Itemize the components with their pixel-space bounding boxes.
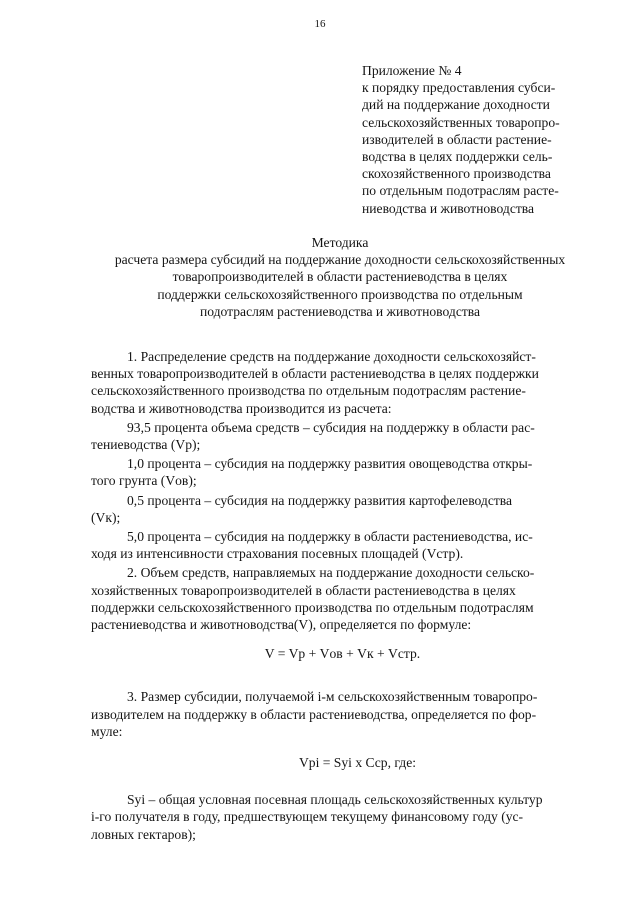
text-line: ходя из интенсивности страхования посевных площадей (Vстр).	[91, 546, 464, 562]
text-line: муле:	[91, 723, 123, 739]
text-line: Syi – общая условная посевная площадь сельскохозяйственных культур	[127, 792, 543, 808]
text-line: сельскохозяйственного производства по отдельным подотраслям растение-	[91, 383, 526, 399]
text-line: (Vк);	[91, 509, 121, 525]
paragraph-1	[91, 348, 594, 417]
paragraph-5	[91, 528, 594, 562]
appendix-line: по отдельным подотраслям расте-	[362, 183, 559, 199]
text-line: 1. Распределение средств на поддержание доходности сельскохозяйст-	[127, 349, 536, 364]
appendix-line: к порядку предоставления субси-	[362, 80, 556, 96]
text-line: ловных гектаров);	[91, 826, 196, 842]
text-line: 1,0 процента – субсидия на поддержку развития овощеводства откры-	[127, 456, 533, 472]
text-line: 2. Объем средств, направляемых на поддержание доходности сельско-	[127, 565, 535, 581]
document-title	[60, 234, 620, 320]
paragraph-2	[91, 419, 594, 453]
appendix-line: ниеводства и животноводства	[362, 200, 535, 216]
text-line: 0,5 процента – субсидия на поддержку развития картофелеводства	[127, 492, 513, 508]
appendix-line: дий на поддержание доходности	[362, 97, 550, 113]
text-line: i-го получателя в году, предшествующем текущему финансовому году (ус-	[91, 809, 524, 825]
paragraph-3	[91, 455, 594, 489]
text-line: венных товаропроизводителей в области растениеводства в целях поддержки	[91, 366, 539, 382]
text-line: растениеводства и животноводства(V), определяется по формуле:	[91, 617, 472, 633]
text-line: хозяйственных товаропроизводителей в области растениеводства в целях	[91, 582, 516, 598]
appendix-line: изводителей в области растение-	[362, 131, 552, 147]
text-line: 93,5 процента объема средств – субсидия на поддержку в области рас-	[127, 419, 535, 435]
title-line: поддержки сельскохозяйственного производства по отдельным	[157, 286, 523, 302]
title-line: расчета размера субсидий на поддержание доходности сельскохозяйственных	[114, 252, 566, 268]
paragraph-6	[91, 564, 594, 633]
title-line: подотраслям растениеводства и животноводства	[199, 303, 481, 319]
appendix-title: Приложение № 4	[362, 63, 462, 78]
text-line: 3. Размер субсидии, получаемой i-м сельскохозяйственным товаропро-	[127, 689, 538, 705]
document-body	[91, 348, 594, 843]
formula-subsidy-size: Vрi = Syi х Сср, где:	[298, 755, 417, 771]
paragraph-8	[91, 791, 594, 843]
title-heading: Методика	[311, 235, 369, 250]
paragraph-7	[91, 688, 594, 740]
text-line: 5,0 процента – субсидия на поддержку в области растениеводства, ис-	[127, 529, 533, 545]
text-line: поддержки сельскохозяйственного производства по отдельным подотраслям	[91, 599, 534, 615]
paragraph-4	[91, 492, 594, 526]
text-line: того грунта (Vов);	[91, 473, 197, 489]
text-line: изводителем на поддержку в области растениеводства, определяется по фор-	[91, 706, 537, 722]
text-line: тениеводства (Vр);	[91, 437, 201, 453]
appendix-line: водства в целях поддержки сель-	[362, 149, 553, 165]
text-line: водства и животноводства производится из расчета:	[91, 400, 392, 416]
page-number: 16	[314, 18, 326, 30]
appendix-header	[362, 62, 602, 217]
formula-total-volume: V = Vр + Vов + Vк + Vстр.	[264, 646, 421, 662]
appendix-line: сельскохозяйственных товаропро-	[362, 114, 560, 130]
appendix-line: скохозяйственного производства	[362, 166, 551, 182]
title-line: товаропроизводителей в области растениеводства в целях	[172, 269, 508, 285]
